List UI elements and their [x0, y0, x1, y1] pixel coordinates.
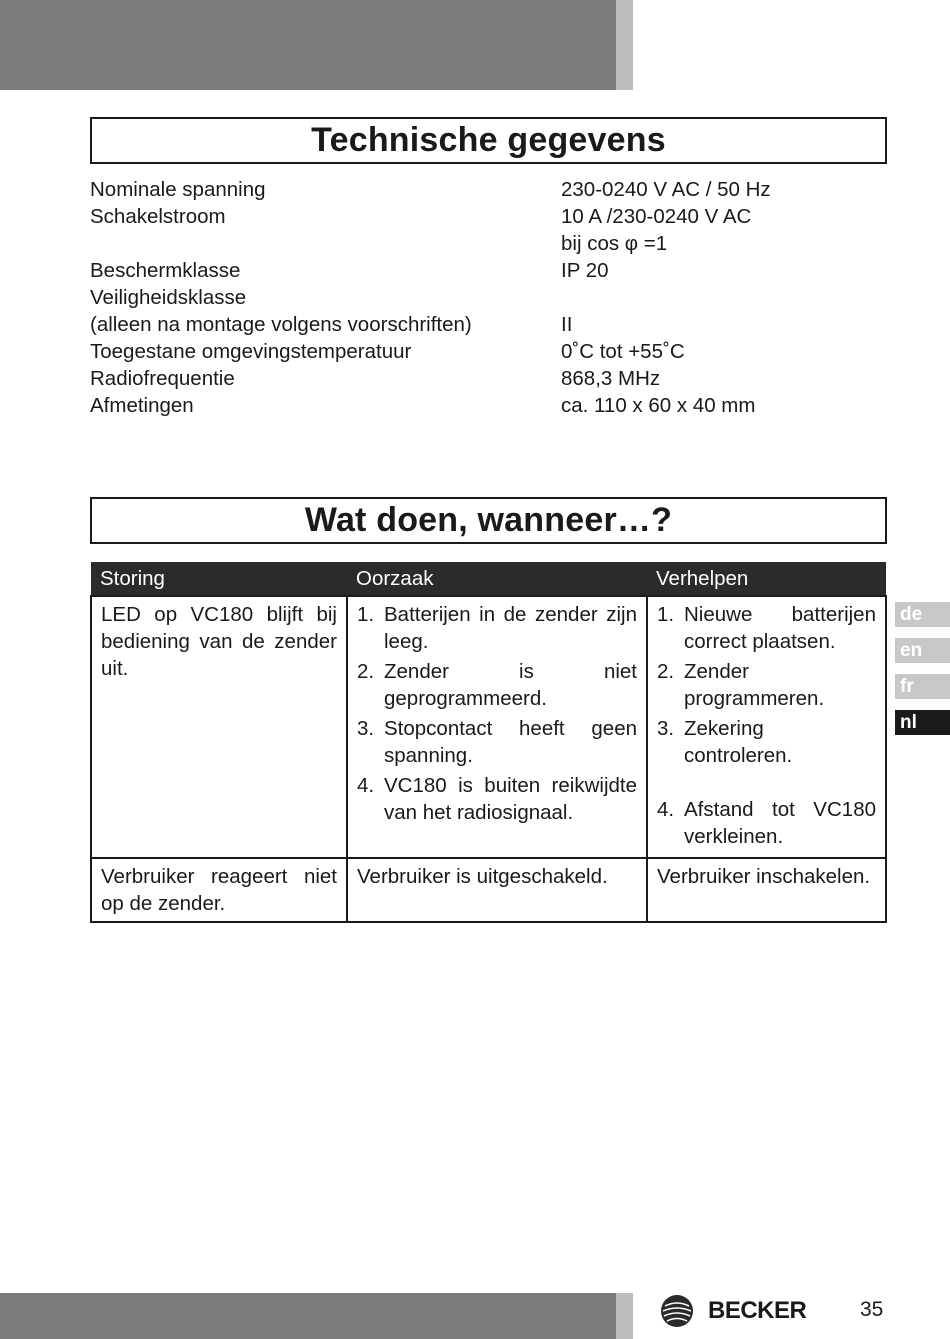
list-number: 1. — [357, 603, 375, 626]
top-decorative-bar — [0, 0, 616, 90]
list-text: Stopcontact heeft geen spanning. — [384, 717, 637, 767]
spec-row — [90, 230, 890, 257]
cause-cell: Verbruiker is uitgeschakeld. — [347, 858, 647, 922]
cause-cell — [347, 596, 647, 858]
spec-value: IP 20 — [561, 259, 609, 282]
spec-value: 230-0240 V AC / 50 Hz — [561, 178, 771, 201]
list-item — [657, 715, 876, 769]
bottom-bar-accent — [616, 1293, 633, 1339]
spec-value: II — [561, 313, 573, 336]
list-text: Zender is niet geprogrammeerd. — [384, 660, 637, 710]
spec-label: Radiofrequentie — [90, 367, 235, 390]
spec-row — [90, 257, 890, 284]
spec-label: Toegestane omgevingstemperatuur — [90, 340, 412, 363]
list-item — [657, 658, 876, 712]
list-number: 2. — [657, 660, 675, 683]
spec-value: 868,3 MHz — [561, 367, 661, 390]
list-text: Afstand tot VC180 verkleinen. — [684, 798, 876, 848]
spec-label: Beschermklasse — [90, 259, 241, 282]
list-item — [357, 715, 637, 769]
technical-data-title: Technische gegevens — [90, 117, 887, 164]
spec-row — [90, 203, 890, 230]
spec-row — [90, 176, 890, 203]
spec-value: 10 A /230-0240 V AC — [561, 205, 752, 228]
list-item — [657, 601, 876, 655]
spec-row — [90, 365, 890, 392]
list-number: 4. — [357, 774, 375, 797]
header-cause: Oorzaak — [347, 562, 647, 596]
spec-row — [90, 284, 890, 311]
list-number: 4. — [657, 798, 675, 821]
cause-list — [357, 601, 637, 826]
list-item — [357, 601, 637, 655]
table-row — [91, 596, 886, 858]
spec-label: Veiligheidsklasse — [90, 286, 247, 309]
top-bar-accent — [616, 0, 633, 90]
spec-label: Nominale spanning — [90, 178, 266, 201]
fault-cell: LED op VC180 blijft bij bediening van de zender uit. — [91, 596, 347, 858]
header-fault: Storing — [91, 562, 347, 596]
list-text: Nieuwe batterijen correct plaatsen. — [684, 603, 876, 653]
language-tabs — [895, 602, 950, 746]
table-row — [91, 858, 886, 922]
header-remedy: Verhelpen — [647, 562, 886, 596]
list-number: 3. — [657, 717, 675, 740]
list-text: Zender programmeren. — [684, 660, 825, 710]
spec-label — [90, 230, 561, 257]
remedy-list — [657, 601, 876, 850]
language-tab-nl[interactable]: nl — [895, 710, 950, 735]
language-tab-en[interactable]: en — [895, 638, 950, 663]
spec-value: ca. 110 x 60 x 40 mm — [561, 394, 756, 417]
spec-value: bij cos φ =1 — [561, 232, 668, 255]
spec-row — [90, 392, 890, 419]
spec-row — [90, 338, 890, 365]
list-text: Zekering controleren. — [684, 717, 793, 767]
becker-emblem-icon — [660, 1294, 694, 1328]
list-item — [357, 658, 637, 712]
troubleshooting-title: Wat doen, wanneer…? — [90, 497, 887, 544]
spec-label: Schakelstroom — [90, 205, 226, 228]
spec-label: (alleen na montage volgens voorschriften) — [90, 313, 472, 336]
list-text: VC180 is buiten reikwijdte van het radiosignaal. — [384, 774, 637, 824]
list-item — [657, 796, 876, 850]
brand-name: BECKER — [708, 1297, 807, 1324]
remedy-cell — [647, 596, 886, 858]
technical-specs-list — [90, 176, 890, 419]
spec-row — [90, 311, 890, 338]
table-header-row — [91, 562, 886, 596]
troubleshooting-table — [90, 562, 887, 923]
remedy-cell: Verbruiker inschakelen. — [647, 858, 886, 922]
list-number: 1. — [657, 603, 675, 626]
page-number: 35 — [860, 1298, 884, 1321]
spec-label: Afmetingen — [90, 394, 194, 417]
list-number: 2. — [357, 660, 375, 683]
fault-cell: Verbruiker reageert niet op de zender. — [91, 858, 347, 922]
spec-value — [561, 284, 890, 311]
list-text: Batterijen in de zender zijn leeg. — [384, 603, 637, 653]
spec-value: 0˚C tot +55˚C — [561, 340, 685, 363]
becker-logo — [660, 1294, 806, 1328]
language-tab-de[interactable]: de — [895, 602, 950, 627]
list-item — [357, 772, 637, 826]
list-number: 3. — [357, 717, 375, 740]
bottom-decorative-bar — [0, 1293, 616, 1339]
language-tab-fr[interactable]: fr — [895, 674, 950, 699]
